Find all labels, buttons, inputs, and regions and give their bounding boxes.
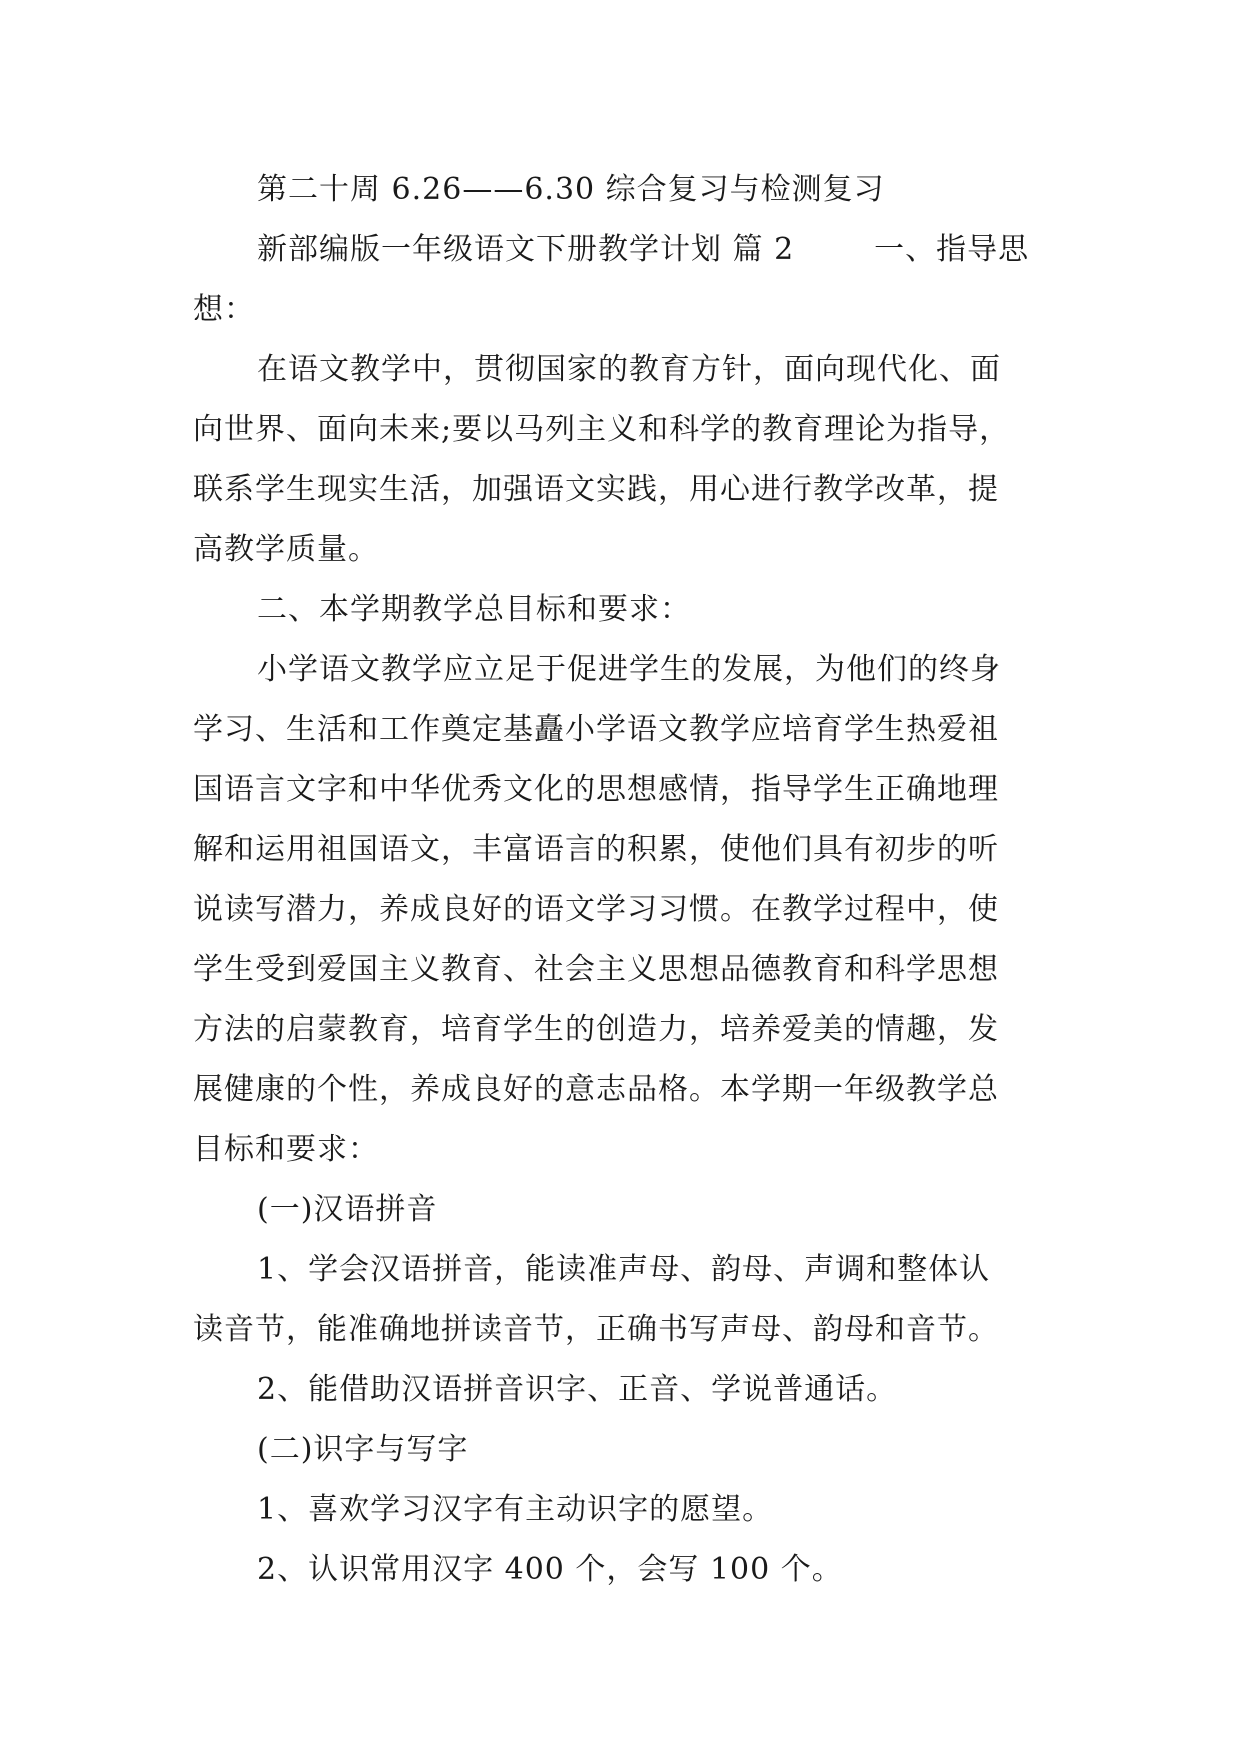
text-line: 说读写潜力，养成良好的语文学习习惯。在教学过程中，使	[193, 892, 999, 927]
text-line: 想：	[193, 292, 255, 327]
text-line: 解和运用祖国语文，丰富语言的积累，使他们具有初步的听	[193, 832, 999, 867]
text-line: 1、喜欢学习汉字有主动识字的愿望。	[257, 1492, 774, 1527]
text-line: 在语文教学中，贯彻国家的教育方针，面向现代化、面	[257, 352, 1001, 387]
section-heading: 一、指导思	[874, 232, 1030, 267]
subsection-heading: (一)汉语拼音	[257, 1192, 438, 1227]
text-line: 2、认识常用汉字 400 个，会写 100 个。	[257, 1552, 843, 1587]
text-line: 1、学会汉语拼音，能读准声母、韵母、声调和整体认	[257, 1252, 991, 1287]
subsection-heading: (二)识字与写字	[257, 1432, 469, 1467]
text-line: 2、能借助汉语拼音识字、正音、学说普通话。	[257, 1372, 898, 1407]
document-body	[193, 160, 1053, 1600]
text-line	[193, 220, 1053, 280]
text-line: 读音节，能准确地拼读音节，正确书写声母、韵母和音节。	[193, 1312, 999, 1347]
text-line: 联系学生现实生活，加强语文实践，用心进行教学改革，提	[193, 472, 999, 507]
text-line: 展健康的个性，养成良好的意志品格。本学期一年级教学总	[193, 1072, 999, 1107]
text-line: 学习、生活和工作奠定基矗小学语文教学应培育学生热爱祖	[193, 712, 999, 747]
text-line: 小学语文教学应立足于促进学生的发展，为他们的终身	[257, 652, 1001, 687]
text-line: 学生受到爱国主义教育、社会主义思想品德教育和科学思想	[193, 952, 999, 987]
section-heading: 二、本学期教学总目标和要求：	[257, 592, 691, 627]
text-line: 目标和要求：	[193, 1132, 379, 1167]
text-line: 第二十周 6.26——6.30 综合复习与检测复习	[257, 172, 885, 207]
text-line: 方法的启蒙教育，培育学生的创造力，培养爱美的情趣，发	[193, 1012, 999, 1047]
text-line: 国语言文字和中华优秀文化的思想感情，指导学生正确地理	[193, 772, 999, 807]
section-title: 新部编版一年级语文下册教学计划 篇 2	[257, 232, 795, 267]
text-line: 高教学质量。	[193, 532, 379, 567]
text-line: 向世界、面向未来;要以马列主义和科学的教育理论为指导，	[193, 412, 1011, 447]
